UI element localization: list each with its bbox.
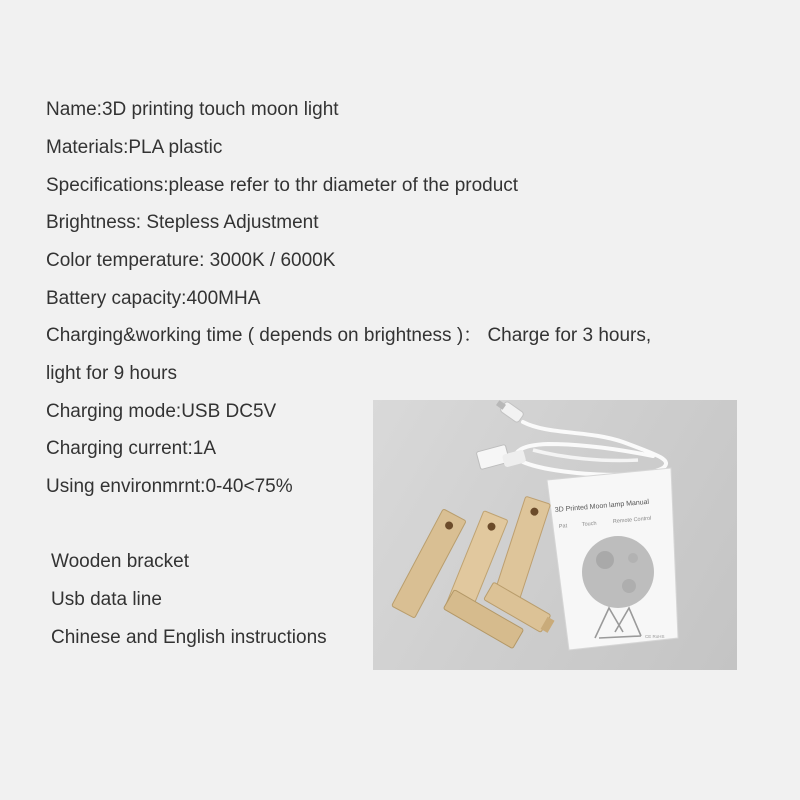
package-item-usb-data-line: Usb data line [51,589,162,610]
package-item-wooden-bracket: Wooden bracket [51,551,190,572]
svg-text:CE RoHS: CE RoHS [645,634,665,639]
spec-color-temperature: Color temperature: 3000K / 6000K [46,250,336,271]
manual-option-remote: Remote Control [612,515,652,525]
spec-charging-current: Charging current:1A [46,438,217,459]
spec-specifications: Specifications:please refer to thr diameter of the product [46,175,519,196]
manual-option-touch: Touch [581,520,597,528]
spec-charging-time-cont: light for 9 hours [46,363,177,384]
spec-brightness: Brightness: Stepless Adjustment [46,212,319,233]
manual-option-pat: Pat [558,523,568,530]
product-photo [373,400,737,670]
wooden-bracket-icon [392,496,556,648]
package-item-instructions: Chinese and English instructions [51,627,327,648]
spec-environment: Using environmrnt:0-40<75% [46,476,293,497]
spec-charging-time: Charging&working time ( depends on brightness )： Charge for 3 hours, [46,325,652,346]
spec-name: Name:3D printing touch moon light [46,99,339,120]
manual-booklet [547,468,678,650]
manual-title: 3D Printed Moon lamp Manual [554,498,650,514]
usb-cable-icon [476,400,666,475]
moon-icon [582,536,654,608]
spec-materials: Materials:PLA plastic [46,137,223,158]
spec-charging-mode: Charging mode:USB DC5V [46,401,277,422]
spec-battery-capacity: Battery capacity:400MHA [46,288,261,309]
